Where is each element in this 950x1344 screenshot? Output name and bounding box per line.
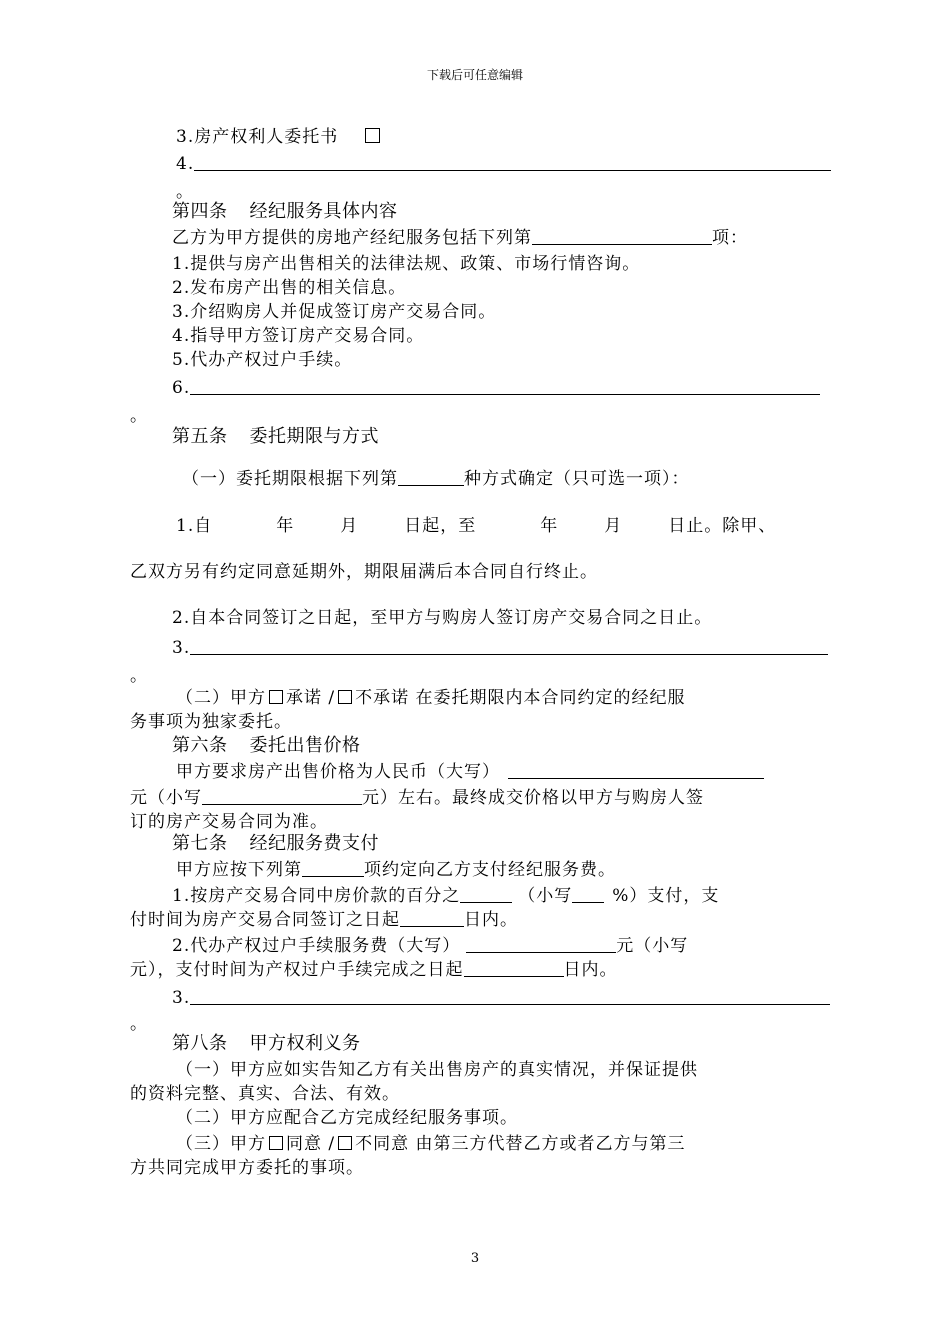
checkbox-icon[interactable] [338,690,352,704]
option-text-end: 日内。 [464,910,518,930]
blank-line[interactable] [190,636,828,655]
article-7-heading [172,832,379,856]
article-6-line-1 [176,760,764,784]
article-4-heading [172,200,398,224]
period: 。 [176,182,194,202]
article-8-para-2: （二）甲方应配合乙方完成经纪服务事项。 [176,1108,518,1128]
option-label: 不同意 由第三方代替乙方或者乙方与第三 [355,1134,686,1154]
article-title: 委托期限与方式 [249,426,379,447]
para-text: 甲方应按下列第 [176,860,302,880]
option-text: 1.自 [176,516,213,536]
checkbox-icon[interactable] [269,690,283,704]
blank-line[interactable] [464,958,564,977]
option-prefix: 3. [172,638,191,658]
article-5-para-2-cont: 务事项为独家委托。 [130,712,292,732]
article-7-line-1 [176,858,616,882]
line-item-3 [176,125,383,149]
article-number: 第四条 [172,201,228,222]
article-number: 第七条 [172,833,228,854]
month-label: 月 [604,516,623,536]
blank-line[interactable] [460,884,512,903]
blank-line[interactable] [572,884,604,903]
period: 。 [130,406,148,426]
para-text: （三）甲方 [176,1134,266,1154]
para-text: （一）委托期限根据下列第 [182,469,398,489]
article-8-para-3-cont: 方共同完成甲方委托的事项。 [130,1158,364,1178]
article-5-option-1-cont: 乙双方另有约定同意延期外，期限届满后本合同自行终止。 [130,562,598,582]
article-8-para-3 [176,1132,686,1156]
option-label: 不承诺 在委托期限内本合同约定的经纪服 [355,688,686,708]
blank-line[interactable] [190,986,830,1005]
item-6-prefix: 6. [172,378,191,398]
article-6-line-2 [130,786,704,810]
option-label: 承诺 / [286,688,336,708]
article-5-option-1 [176,514,776,538]
article-6-heading [172,734,361,758]
para-text-end: 元）左右。最终成交价格以甲方与购房人签 [362,788,704,808]
article-7-option-1-cont [130,908,518,932]
year-label: 年 [540,516,559,536]
article-number: 第八条 [172,1033,228,1054]
article-title: 经纪服务费支付 [249,833,379,854]
article-7-option-2 [172,934,688,958]
article-8-para-1: （一）甲方应如实告知乙方有关出售房产的真实情况，并保证提供 [176,1060,698,1080]
option-text: 付时间为房产交易合同签订之日起 [130,910,400,930]
article-6-line-3: 订的房产交易合同为准。 [130,812,328,832]
intro-text-end: 项： [712,228,748,248]
option-text-end: %）支付，支 [612,886,720,906]
option-text-end: 元（小写 [616,936,689,956]
article-5-option-2: 2.自本合同签订之日起，至甲方与购房人签订房产交易合同之日止。 [172,608,713,628]
item-4-prefix: 4. [176,154,195,174]
article-5-para-1 [182,467,690,491]
article-number: 第六条 [172,735,228,756]
blank-line[interactable] [508,760,764,779]
option-text: 2.代办产权过户手续服务费（大写） [172,936,461,956]
option-text-end: 日内。 [563,960,618,980]
blank-line[interactable] [400,908,464,927]
article-5-heading [172,425,379,449]
para-text-end: 种方式确定（只可选一项）： [464,469,690,489]
option-text: 1.按房产交易合同中房价款的百分之 [172,886,461,906]
period: 。 [130,666,148,686]
article-4-item-6 [172,376,820,400]
article-7-option-1 [172,884,719,908]
option-text: （小写 [518,886,573,906]
article-7-option-3 [172,986,830,1010]
article-4-intro [172,226,748,250]
article-title: 经纪服务具体内容 [249,201,398,222]
year-label: 年 [276,516,295,536]
blank-line[interactable] [190,376,820,395]
option-label: 同意 / [286,1134,336,1154]
para-text: （二）甲方 [176,688,266,708]
article-4-item-5: 5.代办产权过户手续。 [172,350,353,370]
article-8-heading [172,1032,361,1056]
period: 。 [130,1014,148,1034]
para-text: 元（小写 [130,788,202,808]
blank-line[interactable] [532,226,712,245]
blank-line[interactable] [202,786,362,805]
blank-line[interactable] [194,152,831,171]
option-prefix: 3. [172,988,191,1008]
blank-line[interactable] [398,467,464,486]
checkbox-icon[interactable] [365,128,380,143]
blank-line[interactable] [466,934,616,953]
checkbox-icon[interactable] [338,1136,352,1150]
checkbox-icon[interactable] [269,1136,283,1150]
article-5-para-2 [176,686,686,710]
page-number: 3 [470,1251,480,1266]
day-label: 日起，至 [404,516,477,536]
article-8-para-1-cont: 的资料完整、真实、合法、有效。 [130,1084,400,1104]
option-text: 元），支付时间为产权过户手续完成之日起 [130,960,464,980]
page-header: 下载后可任意编辑 [426,68,523,82]
article-number: 第五条 [172,426,228,447]
intro-text: 乙方为甲方提供的房地产经纪服务包括下列第 [172,228,532,248]
day-label: 日止。除甲、 [668,516,777,536]
para-text: 甲方要求房产出售价格为人民币（大写） [176,762,500,782]
article-5-option-3 [172,636,828,660]
article-4-item-2: 2.发布房产出售的相关信息。 [172,278,407,298]
article-4-item-3: 3.介绍购房人并促成签订房产交易合同。 [172,302,497,322]
article-4-item-1: 1.提供与房产出售相关的法律法规、政策、市场行情咨询。 [172,254,641,274]
para-text-end: 项约定向乙方支付经纪服务费。 [364,860,616,880]
item-3-text: 3.房产权利人委托书 [176,127,339,147]
article-title: 甲方权利义务 [249,1033,361,1054]
article-7-option-2-cont [130,958,618,982]
article-title: 委托出售价格 [249,735,361,756]
article-4-item-4: 4.指导甲方签订房产交易合同。 [172,326,425,346]
line-item-4 [176,152,831,176]
blank-line[interactable] [302,858,364,877]
month-label: 月 [340,516,359,536]
